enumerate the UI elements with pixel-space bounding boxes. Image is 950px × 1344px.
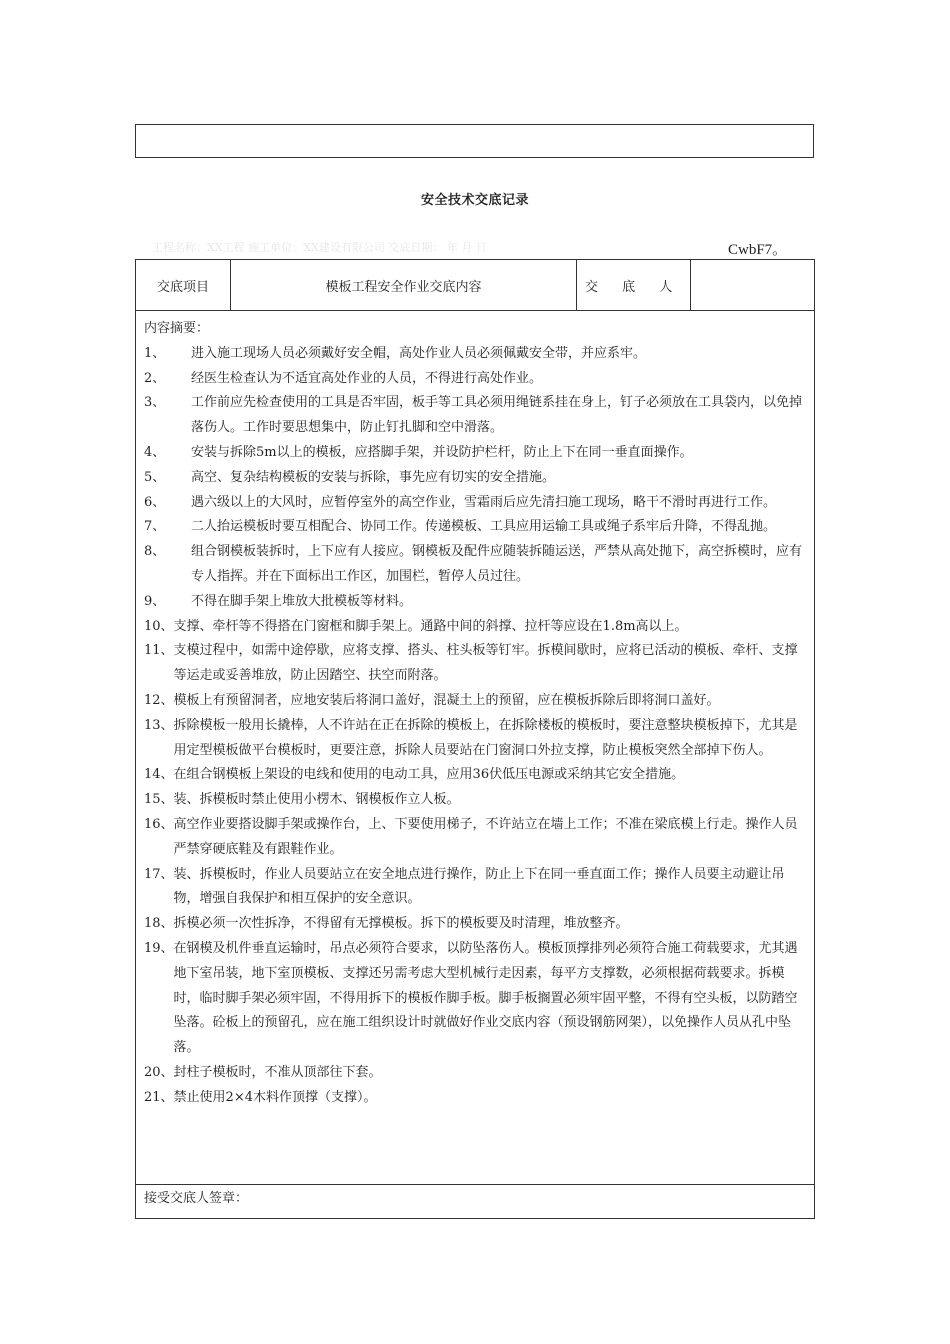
item-text: 模板上有预留洞者，应地安装后将洞口盖好，混凝土上的预留，应在模板拆除后即将洞口盖好。	[173, 692, 720, 708]
briefer-value	[691, 260, 814, 310]
list-item	[144, 689, 806, 714]
item-number: 18、	[144, 916, 174, 932]
list-item	[144, 391, 806, 441]
item-number: 12、	[144, 692, 174, 708]
item-text: 在钢模及机件垂直运输时，吊点必须符合要求，以防坠落伤人。模板顶撑排列必须符合施工荷载要求，尤其遇地下室吊装，地下室顶模板、支撑还另需考虑大型机械行走因素，每平方支撑数，必须根据荷载要求。拆模时，临时脚手架必须牢固，不得用拆下的模板作脚手板。脚手板搁置必须牢固平整，不得有空头板，以防踏空坠落。砼板上的预留孔，应在施工组织设计时就做好作业交底内容（预设钢筋网架），以免操作人员从孔中坠落。	[173, 940, 798, 1056]
item-number: 7、	[144, 519, 166, 535]
item-text: 装、拆模板时禁止使用小楞木、钢模板作立人板。	[173, 792, 460, 808]
item-number: 11、	[144, 643, 174, 659]
signature-label: 接受交底人签章：	[144, 1191, 249, 1206]
item-number: 4、	[144, 444, 166, 460]
item-text: 封柱子模板时，不准从顶部往下套。	[173, 1064, 382, 1080]
list-item	[144, 466, 806, 491]
item-text: 进入施工现场人员必须戴好安全帽，高处作业人员必须佩戴安全带，并应系牢。	[191, 345, 647, 361]
item-text: 不得在脚手架上堆放大批模板等材料。	[191, 593, 413, 609]
list-item	[144, 813, 806, 863]
item-text: 组合钢模板装拆时，上下应有人接应。钢模板及配件应随装拆随运送，严禁从高处抛下，高空拆模时，应有专人指挥。并在下面标出工作区，加围栏，暂停人员过往。	[191, 544, 803, 584]
item-number: 6、	[144, 494, 166, 510]
item-number: 13、	[144, 717, 174, 733]
list-item	[144, 912, 806, 937]
list-item	[144, 342, 806, 367]
item-number: 9、	[144, 593, 166, 609]
item-text: 支模过程中，如需中途停歇，应将支撑、搭头、柱头板等钉牢。拆模间歇时，应将已活动的模板、牵杆、支撑等运走或妥善堆放，防止因踏空、扶空而附落。	[173, 643, 798, 684]
item-number: 10、	[144, 618, 174, 634]
document-title: 安全技术交底记录	[420, 193, 529, 208]
project-label: 交底项目	[136, 260, 231, 310]
item-text: 经医生检查认为不适宜高处作业的人员，不得进行高处作业。	[191, 370, 543, 386]
item-number: 20、	[144, 1064, 174, 1080]
item-number: 1、	[144, 345, 166, 361]
list-item	[144, 590, 806, 615]
list-item	[144, 367, 806, 392]
item-text: 拆模必须一次性拆净，不得留有无撑模板。拆下的模板要及时清理，堆放整齐。	[173, 916, 629, 932]
item-number: 16、	[144, 816, 174, 832]
item-text: 二人抬运模板时要互相配合、协同工作。传递模板、工具应用运输工具或绳子系牢后升降，不得乱抛。	[191, 519, 777, 535]
list-item	[144, 615, 806, 640]
list-item	[144, 515, 806, 540]
content-label: 内容摘要：	[144, 321, 210, 336]
list-item	[144, 441, 806, 466]
item-text: 高空作业要搭设脚手架或操作台，上、下要使用梯子，不许站立在墙上工作；不准在梁底模上行走。操作人员严禁穿硬底鞋及有跟鞋作业。	[173, 816, 798, 857]
item-number: 17、	[144, 866, 174, 882]
faint-header-text: 工程名称：XX工程 施工单位：XX建设有限公司 交底日期： 年 月 日	[152, 241, 487, 254]
item-text: 安装与拆除5m以上的模板，应搭脚手架，并设防护栏杆，防止上下在同一垂直面操作。	[191, 444, 693, 460]
top-blank-box	[135, 124, 814, 158]
item-text: 高空、复杂结构模板的安装与拆除，事先应有切实的安全措施。	[191, 469, 556, 485]
list-item	[144, 491, 806, 516]
item-number: 21、	[144, 1089, 174, 1105]
briefing-table	[135, 259, 815, 1219]
item-text: 支撑、牵杆等不得搭在门窗框和脚手架上。通路中间的斜撑、拉杆等应设在1.8m高以上。	[173, 618, 688, 634]
item-number: 15、	[144, 792, 174, 808]
list-item	[144, 863, 806, 913]
project-value: 模板工程安全作业交底内容	[231, 260, 577, 310]
list-item	[144, 714, 806, 764]
item-number: 5、	[144, 469, 166, 485]
list-item	[144, 639, 806, 689]
item-text: 禁止使用2×4木料作顶撑（支撑）。	[173, 1089, 377, 1105]
list-item	[144, 1061, 806, 1086]
list-item	[144, 937, 806, 1061]
item-list	[144, 342, 806, 1111]
item-number: 8、	[144, 544, 166, 560]
briefer-label: 交 底 人	[577, 260, 691, 310]
item-text: 装、拆模板时，作业人员要站立在安全地点进行操作，防止上下在同一垂直面工作；操作人员要主动避让吊物，增强自我保护和相互保护的安全意识。	[173, 866, 785, 907]
content-cell	[136, 311, 814, 1185]
document-code: CwbF7。	[728, 242, 788, 258]
list-item	[144, 763, 806, 788]
item-text: 在组合钢模板上架设的电线和使用的电动工具，应用36伏低压电源或采纳其它安全措施。	[173, 767, 685, 783]
item-number: 3、	[144, 395, 166, 411]
list-item	[144, 1086, 806, 1111]
item-text: 工作前应先检查使用的工具是否牢固，板手等工具必须用绳链系挂在身上，钉子必须放在工具袋内，以免掉落伤人。工作时要思想集中，防止钉扎脚和空中滑落。	[191, 395, 803, 436]
item-number: 19、	[144, 940, 174, 956]
item-number: 14、	[144, 767, 174, 783]
table-header-row	[136, 260, 814, 311]
item-text: 遇六级以上的大风时，应暂停室外的高空作业，雪霜雨后应先清扫施工现场，略干不滑时再进行工作。	[191, 494, 777, 510]
list-item	[144, 540, 806, 590]
list-item	[144, 788, 806, 813]
item-text: 拆除模板一般用长撬棒，人不许站在正在拆除的模板上，在拆除楼板的模板时，要注意整块模板掉下，尤其是用定型模板做平台模板时，更要注意，拆除人员要站在门窗洞口外拉支撑，防止模板突然全部掉下伤人。	[173, 717, 798, 758]
item-number: 2、	[144, 370, 166, 386]
